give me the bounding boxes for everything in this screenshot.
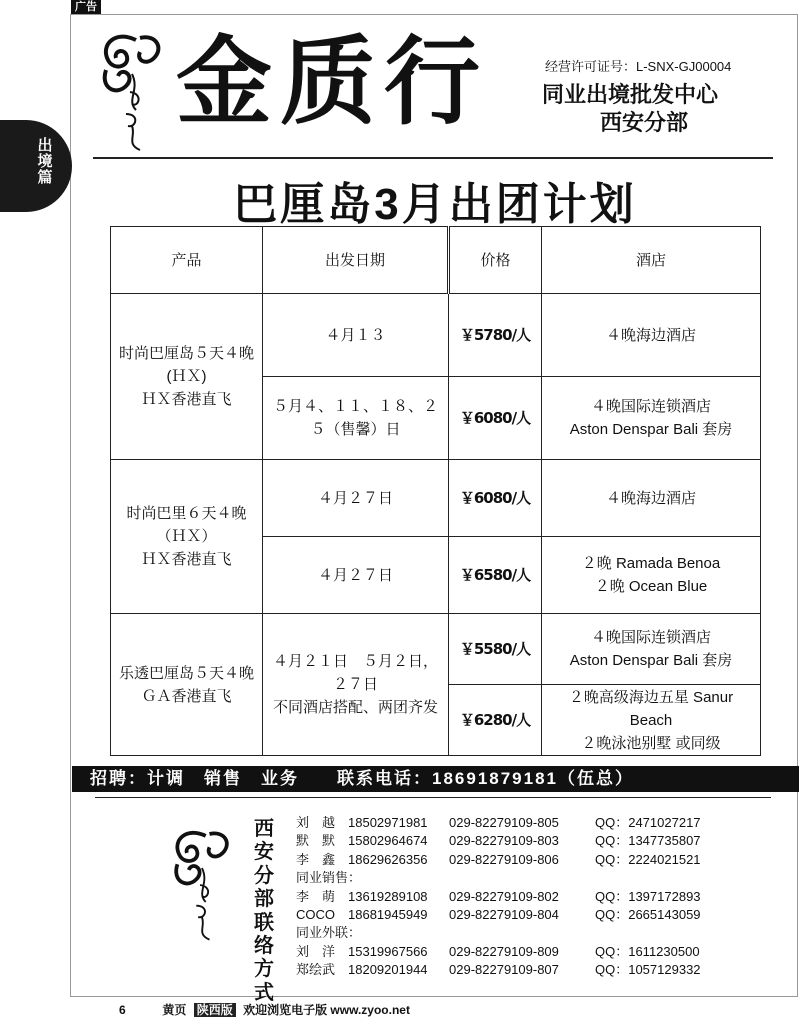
contact-row — [296, 906, 766, 924]
contact-qq: QQ：1057129332 — [595, 962, 701, 978]
contact-row — [296, 851, 766, 869]
contact-mobile: 13619289108 — [348, 888, 428, 904]
hotel-line: Aston Denspar Bali 套房 — [569, 652, 733, 669]
section-tab-char: 境 — [37, 153, 53, 170]
departure-date-line: ４月２１日 ５月２日，２７日 — [272, 653, 438, 693]
page-number: 6 — [119, 1003, 126, 1017]
price-cell: ￥5580/人 — [449, 614, 542, 685]
column-header-price: 价格 — [449, 227, 542, 294]
contact-group-label: 同业销售： — [296, 870, 362, 886]
contact-row — [296, 888, 766, 906]
hotel-cell — [542, 377, 761, 460]
contact-row — [296, 814, 766, 832]
tagline-main: 同业出境批发中心 — [542, 82, 719, 107]
departure-date: ４月１３ — [263, 294, 449, 377]
contact-heading-char: 部 — [254, 888, 274, 911]
column-header-date: 出发日期 — [263, 227, 449, 294]
plan-title: 巴厘岛3月出团计划 — [233, 180, 637, 229]
departure-date: ４月２７日 — [263, 537, 449, 614]
contact-qq: QQ：1397172893 — [595, 888, 701, 904]
divider — [93, 157, 773, 159]
contact-heading-char: 安 — [254, 841, 274, 864]
contact-row — [296, 961, 766, 979]
contact-name: 默 默 — [296, 833, 336, 849]
price-cell: ￥5780/人 — [449, 294, 542, 377]
hotel-line: Aston Denspar Bali 套房 — [569, 421, 733, 438]
price-cell: ￥6080/人 — [449, 460, 542, 537]
contact-name: 李 萌 — [296, 888, 336, 904]
hotel-line: ２晚高级海边五星 Sanur Beach — [568, 688, 734, 729]
contact-phone: 029-82279109-805 — [449, 815, 559, 830]
contact-phone: 029-82279109-806 — [449, 851, 559, 867]
contact-mobile: 18629626356 — [348, 851, 428, 867]
product-flight: ＨＸ香港直飞 — [141, 391, 232, 408]
contact-heading-char: 方 — [254, 958, 274, 981]
contact-heading-char: 联 — [254, 911, 274, 934]
departure-date: ４月２７日 — [263, 460, 449, 537]
contact-heading-char: 分 — [254, 864, 274, 887]
price-cell: ￥6580/人 — [449, 537, 542, 614]
table-row — [111, 614, 761, 685]
contact-mobile: 15319967566 — [348, 943, 428, 959]
contact-qq: QQ：1611230500 — [595, 943, 700, 959]
contact-mobile: 18681945949 — [348, 907, 428, 923]
hotel-line: ２晚 Ocean Blue — [594, 578, 708, 595]
departure-date: ５月４、１１、１８、２５（售馨）日 — [263, 377, 449, 460]
departure-date-note: 不同酒店搭配、两团齐发 — [272, 699, 438, 716]
ad-tag: 广告 — [71, 0, 101, 14]
table-row — [111, 460, 761, 537]
contact-phone: 029-82279109-803 — [449, 833, 559, 849]
page-footer — [119, 1001, 410, 1018]
product-cell — [111, 460, 263, 614]
column-header-product: 产品 — [111, 227, 263, 294]
hotel-cell — [542, 294, 761, 377]
product-name: 时尚巴里６天４晚（ＨＸ） — [126, 505, 247, 545]
contact-name: 郑绘武 — [296, 962, 336, 978]
contact-qq: QQ：1347735807 — [595, 833, 701, 849]
contact-row — [296, 943, 766, 961]
footer-label: 黄页 — [162, 1003, 187, 1017]
tour-plan-table — [110, 226, 761, 756]
section-tab-char: 出 — [37, 137, 53, 154]
table-header-row — [111, 227, 761, 294]
product-flight: ＧＡ香港直飞 — [141, 687, 232, 705]
hotel-cell — [542, 614, 761, 685]
departure-date — [263, 614, 449, 756]
brand-name: 金质行 — [176, 25, 488, 138]
product-flight: ＨＸ香港直飞 — [141, 551, 232, 568]
brand-logo-icon — [96, 30, 166, 154]
hotel-line: ２晚 Ramada Benoa — [581, 555, 721, 572]
contact-heading-char: 西 — [254, 818, 274, 840]
tagline-branch: 西安分部 — [600, 110, 689, 135]
hotel-line: ４晚国际连锁酒店 — [590, 629, 711, 646]
contact-name: 刘 洋 — [296, 943, 336, 959]
product-cell — [111, 294, 263, 460]
license-number: 经营许可证号：L-SNX-GJ00004 — [545, 59, 732, 74]
contact-heading-char: 络 — [254, 935, 274, 958]
contact-name: 刘 越 — [296, 815, 336, 830]
hotel-cell — [542, 460, 761, 537]
price-cell: ￥6280/人 — [449, 685, 542, 756]
contact-qq: QQ：2224021521 — [595, 851, 701, 867]
contact-phone: 029-82279109-804 — [449, 907, 559, 923]
contact-name: 李 鑫 — [296, 851, 336, 867]
contact-mobile: 15802964674 — [348, 833, 428, 849]
contact-qq: QQ：2665143059 — [595, 907, 701, 923]
section-tab-char: 篇 — [37, 169, 53, 186]
hotel-cell — [542, 685, 761, 756]
contact-mobile: 18502971981 — [348, 815, 428, 830]
hotel-line: ４晚国际连锁酒店 — [590, 398, 711, 415]
contact-group-label: 同业外联： — [296, 925, 362, 941]
table-row — [111, 294, 761, 377]
edition-badge: 陕西版 — [194, 1003, 236, 1017]
product-name: 时尚巴厘岛５天４晚(ＨＸ) — [118, 345, 254, 385]
column-header-hotel: 酒店 — [542, 227, 761, 294]
contact-phone: 029-82279109-809 — [449, 943, 559, 959]
contact-list — [296, 814, 766, 980]
contact-heading — [252, 818, 276, 1005]
contact-heading-char: 式 — [254, 981, 274, 1004]
footer-website-text: 欢迎浏览电子版 www.zyoo.net — [243, 1003, 410, 1017]
hotel-line: ２晚泳池别墅 或同级 — [581, 734, 721, 752]
contact-row — [296, 832, 766, 850]
contact-phone: 029-82279109-807 — [449, 962, 559, 978]
hotel-cell — [542, 537, 761, 614]
divider — [95, 797, 771, 798]
contact-mobile: 18209201944 — [348, 962, 428, 978]
contact-phone: 029-82279109-802 — [449, 888, 559, 904]
hotel-line: ４晚海边酒店 — [605, 489, 696, 507]
brand-logo-icon — [168, 825, 234, 945]
hotel-line: ４晚海边酒店 — [605, 326, 696, 344]
price-cell: ￥6080/人 — [449, 377, 542, 460]
product-cell — [111, 614, 263, 756]
recruitment-banner: 招聘：计调 销售 业务 联系电话：18691879181（伍总） — [72, 766, 799, 792]
product-name: 乐透巴厘岛５天４晚 — [118, 664, 254, 682]
contact-qq: QQ：2471027217 — [595, 815, 701, 830]
contact-name: COCO — [296, 907, 335, 923]
